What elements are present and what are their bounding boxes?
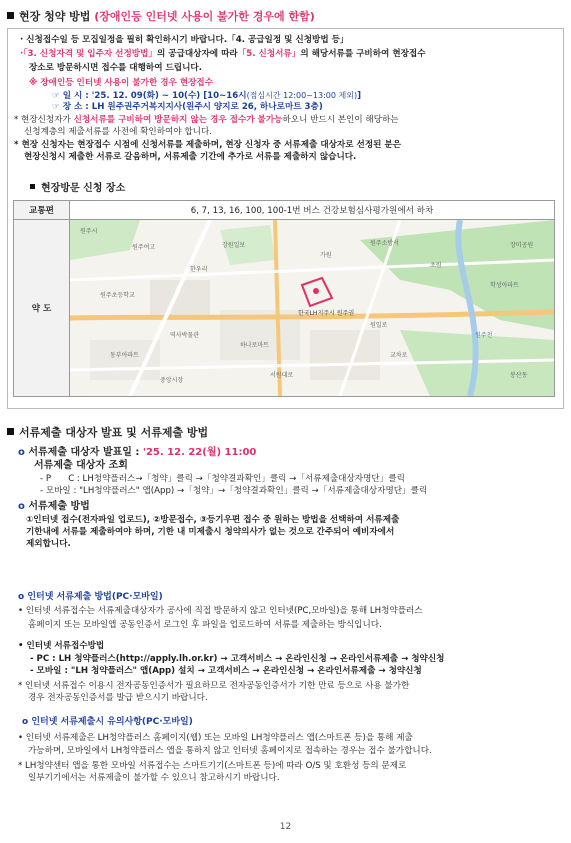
- check-pc: - P C : LH청약플러스→「청약」클릭 →「청약결과확인」클릭 →「서류제출대상자명단」클릭: [40, 474, 405, 484]
- map-label: 원주여고: [132, 244, 156, 251]
- map-label: 가원: [320, 252, 332, 259]
- onsite-date: ☞ 일 시 : '25. 12. 09(화) ~ 10(수) [10~16시(점심시간 12:00~13:00 제외)]: [52, 91, 362, 101]
- section1-title-note: (장애인등 인터넷 사용이 불가한 경우에 한함): [94, 10, 315, 23]
- caution-line-2: 가능하며, 모바일에서 LH청약플러스 앱을 통하지 않고 인터넷 홈페이지로 접속하는 경우는 접수 불가합니다.: [28, 746, 432, 756]
- map-label: 봉산동: [510, 372, 528, 379]
- map-label: 원주소방서: [370, 240, 399, 247]
- map-label-target: 한국LH지주시 원주권: [298, 310, 355, 317]
- method-line-2: 기한내에 서류를 제출하여야 하며, 기한 내 미제출시 청약의사가 없는 것으로 간주되어 예비자에서: [26, 527, 395, 537]
- location-map[interactable]: [70, 220, 554, 396]
- section1-heading: [7, 8, 315, 24]
- map-label: 한우리: [190, 266, 208, 273]
- method-title: o 서류제출 방법: [18, 501, 90, 512]
- square-bullet-icon: [7, 12, 14, 19]
- onsite-place: ☞ 장 소 : LH 원주권주거복지지사(원주시 양지로 26, 하나로마트 3층): [52, 102, 323, 112]
- transport-label: 교통편: [14, 201, 70, 220]
- section2-heading: [7, 424, 208, 440]
- map-label: 약 도: [14, 220, 70, 397]
- caution-line-4: 일부기기에서는 서류제출이 불가할 수 있으니 참고하시기 바랍니다.: [28, 773, 280, 783]
- section2-title: 서류제출 대상자 발표 및 서류제출 방법: [19, 426, 209, 439]
- cert-note-2: 경우 전자공동인증서를 발급 받으시기 바랍니다.: [28, 693, 208, 703]
- map-label: 학성아파트: [490, 282, 519, 289]
- transport-value: 6, 7, 13, 16, 100, 100-1번 버스 건강보험심사평가원에서 하차: [70, 201, 555, 220]
- proc-mobile: - 모바일 : "LH 청약플러스" 앱(App) 설치 → 고객서비스 → 온라인신청 → 온라인서류제출 → 청약신청: [30, 666, 422, 676]
- map-label: 원주천: [475, 332, 493, 339]
- online-line-1: • 인터넷 서류접수는 서류제출대상자가 공사에 직접 방문하지 않고 인터넷(PC,모바일)을 통해 LH청약플러스: [18, 606, 423, 616]
- method-line-1: ①인터넷 접수(전자파일 업로드), ②방문접수, ③등기우편 접수 중 원하는 방법을 선택하여 서류제출: [26, 515, 400, 525]
- proc-title: • 인터넷 서류접수방법: [18, 641, 105, 651]
- map-label: 하나로마트: [240, 342, 269, 349]
- map-row: [14, 220, 555, 397]
- section1-title: 현장 청약 방법: [19, 10, 91, 23]
- method-line-3: 제외합니다.: [26, 539, 71, 549]
- square-bullet-icon: [7, 428, 14, 435]
- page-number: 12: [279, 822, 292, 832]
- map-label: 동부아파트: [110, 352, 139, 359]
- map-label: 교차로: [390, 352, 408, 359]
- map-label: 중앙시장: [160, 377, 184, 384]
- visit-location-subtitle: 현장방문 신청 장소: [30, 179, 125, 194]
- map-label: 원주초등학교: [100, 292, 135, 299]
- star-note-2: * 현장 신청자는 현장접수 시점에 신청서류를 제출하며, 현장 신청자 중 서류제출 대상자로 선정된 분은: [14, 140, 402, 150]
- online-line-2: 홈페이지 또는 모바일앱 공동인증서 로그인 후 파일을 업로드하여 서류를 제출하는 방식입니다.: [28, 620, 382, 630]
- map-label: 원일로: [370, 322, 388, 329]
- transport-row: [14, 201, 555, 220]
- star-note-1b: 신청계층의 제출서류를 사전에 확인하여야 합니다.: [24, 127, 212, 137]
- caution-line-3: * LH청약센터 앱을 통한 모바일 서류접수는 스마트기기(스마트폰 등)에 따라 O/S 및 호환성 등의 문제로: [18, 761, 407, 771]
- cert-note-1: * 인터넷 서류접수 이용시 전자공동인증서가 필요하므로 전자공동인증서가 기한 만료 등으로 사용 불가한: [18, 681, 410, 691]
- proc-pc: - PC : LH 청약플러스(http://apply.lh.or.kr) → 고객서비스 → 온라인신청 → 온라인서류제출 → 청약신청: [30, 654, 445, 664]
- line-schedule-check: · 신청접수일 등 모집일정을 필히 확인하시기 바랍니다.「4. 공급일정 및 신청방법 등」: [20, 35, 349, 45]
- map-label: 역사박물관: [170, 332, 199, 339]
- star-note-2b: 현장신청시 제출한 서류로 갈음하며, 서류제출 기간에 추가로 서류를 제출하지 않습니다.: [24, 152, 357, 162]
- map-label: 초원: [430, 262, 442, 269]
- notice-onsite: ※ 장애인등 인터넷 사용이 불가한 경우 현장접수: [29, 78, 214, 88]
- square-bullet-icon: [30, 184, 35, 189]
- map-label: 장미공원: [510, 242, 534, 249]
- announce-check: 서류제출 대상자 조회: [34, 460, 128, 471]
- caution-line-1: • 인터넷 서류제출은 LH청약플러스 홈페이지(웹) 또는 모바일 LH청약플러스 앱(스마트폰 등)을 통해 제출: [18, 733, 413, 743]
- map-label: 원주시: [80, 228, 98, 235]
- star-note-1: * 현장신청자가 신청서류를 구비하여 방문하지 않는 경우 접수가 불가능하오니 반드시 본인이 해당하는: [14, 115, 399, 125]
- location-table: [13, 200, 555, 397]
- caution-title: o 인터넷 서류제출시 유의사항(PC·모바일): [22, 717, 193, 727]
- check-mobile: - 모바일 : "LH청약플러스" 앱(App) →「청약」→「청약결과확인」클릭 →「서류제출대상자명단」클릭: [40, 486, 428, 496]
- announce-date: o 서류제출 대상자 발표일 : '25. 12. 22(월) 11:00: [18, 447, 257, 458]
- map-cell: [70, 220, 555, 397]
- line-documents: ·「3. 신청자격 및 입주자 선정방법」의 공급대상자에 따라「5. 신청서류」의 해당서류를 구비하여 현장접수: [20, 49, 426, 59]
- online-title: o 인터넷 서류제출 방법(PC·모바일): [18, 592, 163, 602]
- line-visit: 장소로 방문하시면 접수를 대행하여 드립니다.: [29, 63, 202, 73]
- map-label: 강원일보: [222, 242, 246, 249]
- map-label: 서원대로: [270, 372, 294, 379]
